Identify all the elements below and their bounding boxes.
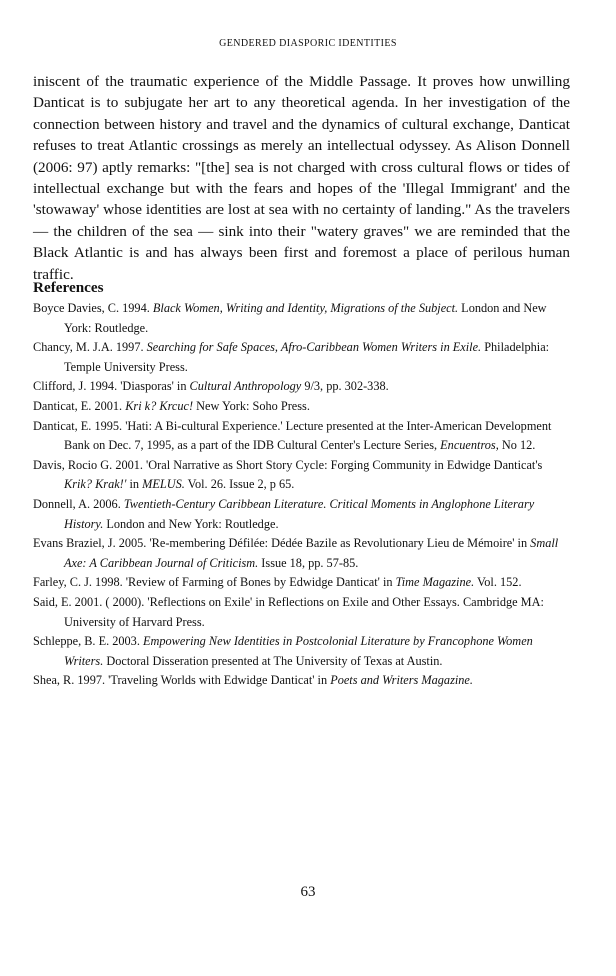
reference-entry: Danticat, E. 1995. 'Hati: A Bi-cultural Experience.' Lecture presented at the Inter-American Development Bank on Dec. 7, 1995, as a part of the IDB Cultural Center's Lecture Series, Encuentros, No 12. bbox=[33, 418, 552, 453]
references-list bbox=[33, 299, 570, 691]
running-head: GENDERED DIASPORIC IDENTITIES bbox=[219, 38, 397, 49]
reference-entry: Danticat, E. 2001. Kri k? Krcuc! New York: Soho Press. bbox=[33, 398, 310, 413]
reference-entry: Boyce Davies, C. 1994. Black Women, Writing and Identity, Migrations of the Subject. London and New York: Routledge. bbox=[33, 301, 547, 335]
reference-entry: Evans Braziel, J. 2005. 'Re-membering Défilée: Dédée Bazile as Revolutionary Lieu de Mémoire' in Small Axe: A Caribbean Journal of Criticism. Issue 18, pp. 57-85. bbox=[33, 536, 559, 570]
reference-entry: Davis, Rocio G. 2001. 'Oral Narrative as Short Story Cycle: Forging Community in Edwidge Danticat's Krik? Krak!' in MELUS. Vol. 26. Issue 2, p 65. bbox=[33, 457, 543, 492]
reference-entry: Chancy, M. J.A. 1997. Searching for Safe Spaces, Afro-Caribbean Women Writers in Exile. Philadelphia: Temple University Press. bbox=[33, 340, 550, 374]
reference-entry: Clifford, J. 1994. 'Diasporas' in Cultural Anthropology 9/3, pp. 302-338. bbox=[33, 379, 389, 394]
reference-entry: Schleppe, B. E. 2003. Empowering New Identities in Postcolonial Literature by Francophone Women Writers. Doctoral Disseration presented at The University of Texas at Austin. bbox=[33, 634, 533, 668]
reference-entry: Donnell, A. 2006. Twentieth-Century Caribbean Literature. Critical Moments in Anglophone Literary History. London and New York: Routledge. bbox=[33, 496, 535, 531]
reference-entry: Farley, C. J. 1998. 'Review of Farming of Bones by Edwidge Danticat' in Time Magazine. Vol. 152. bbox=[33, 575, 522, 590]
reference-entry: Shea, R. 1997. 'Traveling Worlds with Edwidge Danticat' in Poets and Writers Magazine. bbox=[33, 673, 473, 688]
reference-entry: Said, E. 2001. ( 2000). 'Reflections on Exile' in Reflections on Exile and Other Essays. Cambridge MA: University of Harvard Press. bbox=[33, 594, 544, 629]
body-paragraph: iniscent of the traumatic experience of the Middle Passage. It proves how unwilling Danticat is to subjugate her art to any theoretical agenda. In her investigation of the connection between history and travel and the dynamics of cultural exchange, Danticat refuses to treat Atlantic crossings as merely an intellectual odyssey. As Alison Donnell (2006: 97) aptly remarks: "[the] sea is not charged with cross cultural flows or tides of intellectual exchange but with the fears and hopes of the 'Illegal Immigrant' and the 'stowaway' whose identities are lost at sea with no certainty of landing." As the travelers — the children of the sea — sink into their "watery graves" we are reminded that the Black Atlantic is and has always been first and foremost a place of perilous human traffic. bbox=[33, 73, 570, 283]
references-heading: References bbox=[33, 279, 104, 296]
page-number: 63 bbox=[300, 884, 316, 900]
